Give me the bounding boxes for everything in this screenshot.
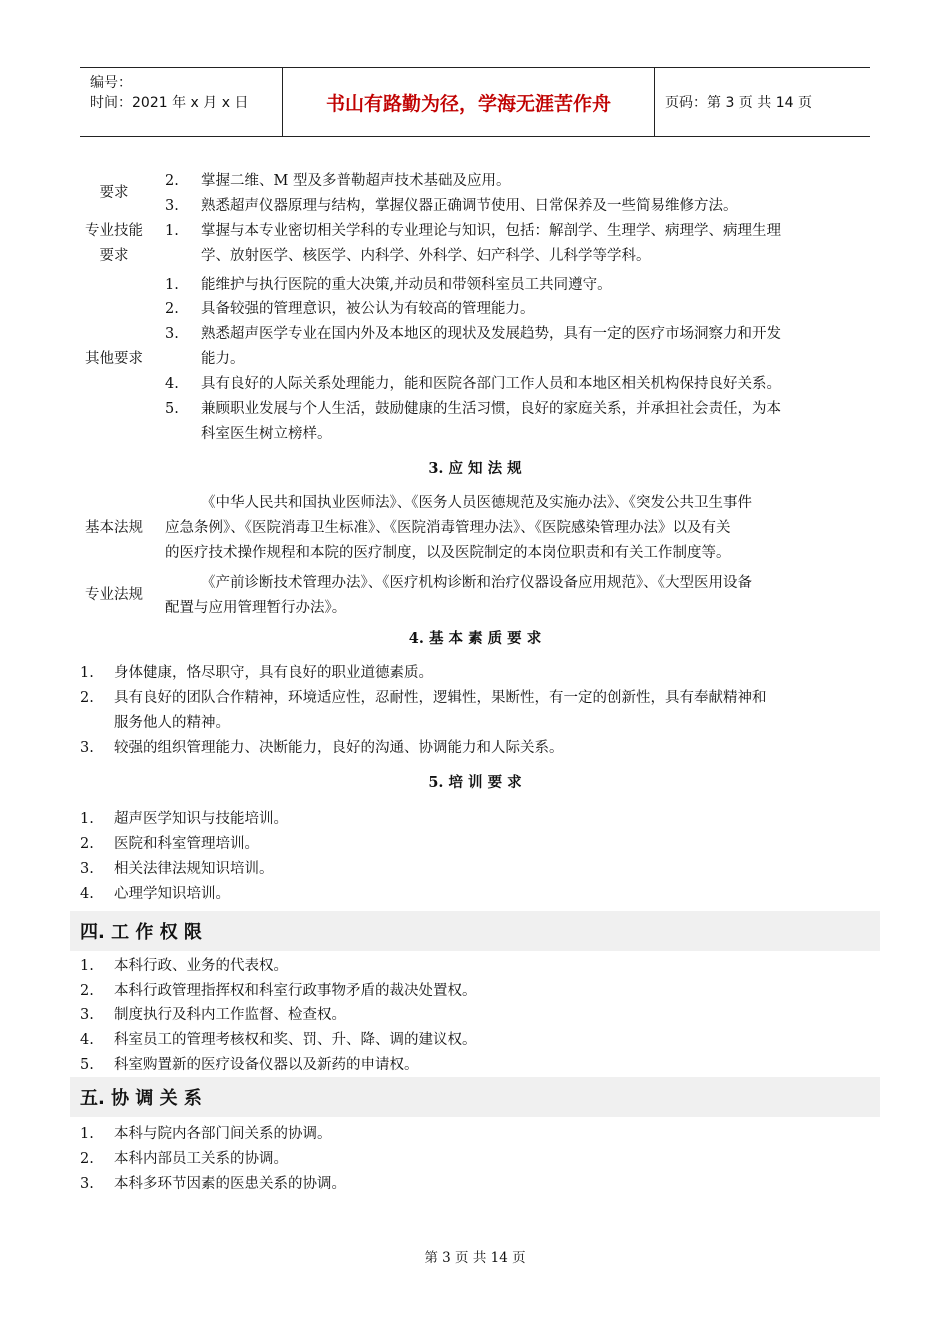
- list-number: 3.: [80, 1176, 94, 1192]
- list-item: 具有良好的团队合作精神，环境适应性，忍耐性，逻辑性，果断性，有一定的创新性，具有奉献精神和: [114, 690, 767, 706]
- list-item: 具备较强的管理意识，被公认为有较高的管理能力。: [201, 301, 535, 317]
- list-item: 能维护与执行医院的重大决策,并动员和带领科室员工共同遵守。: [201, 277, 612, 293]
- list-number: 2.: [80, 1151, 94, 1167]
- list-number: 3.: [165, 326, 179, 342]
- list-number: 1.: [80, 811, 94, 827]
- list-item: 超声医学知识与技能培训。: [114, 811, 288, 827]
- list-number: 3.: [80, 1007, 94, 1023]
- list-item: 科室购置新的医疗设备仪器以及新药的申请权。: [114, 1057, 419, 1073]
- list-number: 4.: [165, 376, 179, 392]
- paragraph-line: 《产前诊断技术管理办法》、《医疗机构诊断和治疗仪器设备应用规范》、《大型医用设备: [201, 575, 752, 591]
- list-item-cont: 能力。: [201, 351, 245, 367]
- page-header: [80, 67, 870, 137]
- section-title-quality: 4. 基 本 素 质 要 求: [408, 630, 542, 647]
- list-item: 制度执行及科内工作监督、检查权。: [114, 1007, 346, 1023]
- list-number: 1.: [80, 1126, 94, 1142]
- paragraph-line: 的医疗技术操作规程和本院的医疗制度，以及医院制定的本岗位职责和有关工作制度等。: [165, 545, 731, 561]
- list-number: 1.: [80, 958, 94, 974]
- label-basic-laws: 基本法规: [85, 520, 143, 536]
- list-item: 掌握二维、M 型及多普勒超声技术基础及应用。: [201, 173, 511, 189]
- list-item-cont: 服务他人的精神。: [114, 715, 230, 731]
- list-number: 3.: [80, 740, 94, 756]
- list-number: 1.: [80, 665, 94, 681]
- number-label: 编号：: [90, 75, 132, 91]
- list-number: 2.: [80, 690, 94, 706]
- list-number: 3.: [80, 861, 94, 877]
- label-other-requirements: 其他要求: [85, 351, 143, 367]
- list-number: 1.: [165, 223, 179, 239]
- list-number: 3.: [165, 198, 179, 214]
- list-item: 本科行政、业务的代表权。: [114, 958, 288, 974]
- list-item: 科室员工的管理考核权和奖、罚、升、降、调的建议权。: [114, 1032, 477, 1048]
- list-number: 2.: [165, 301, 179, 317]
- label-skill-line2: 要求: [99, 248, 129, 264]
- list-item: 具有良好的人际关系处理能力，能和医院各部门工作人员和本地区相关机构保持良好关系。: [201, 376, 781, 392]
- paragraph-line: 《中华人民共和国执业医师法》、《医务人员医德规范及实施办法》、《突发公共卫生事件: [201, 495, 752, 511]
- label-professional-laws: 专业法规: [85, 587, 143, 603]
- list-item: 本科内部员工关系的协调。: [114, 1151, 288, 1167]
- list-number: 1.: [165, 277, 179, 293]
- list-number: 5.: [165, 401, 179, 417]
- list-item: 掌握与本专业密切相关学科的专业理论与知识，包括：解剖学、生理学、病理学、病理生理: [201, 223, 781, 239]
- list-item: 熟悉超声仪器原理与结构，掌握仪器正确调节使用、日常保养及一些简易维修方法。: [201, 198, 738, 214]
- section-band-authority: [70, 911, 880, 951]
- list-number: 2.: [80, 836, 94, 852]
- page-footer: 第 3 页 共 14 页: [424, 1250, 526, 1266]
- list-number: 2.: [80, 983, 94, 999]
- list-item: 身体健康，恪尽职守，具有良好的职业道德素质。: [114, 665, 433, 681]
- list-number: 2.: [165, 173, 179, 189]
- list-item: 心理学知识培训。: [114, 886, 230, 902]
- time-label: 时间：2021 年 x 月 x 日: [90, 95, 249, 111]
- section-heading-authority: 四. 工 作 权 限: [80, 922, 202, 943]
- section-band-coordination: [70, 1077, 880, 1117]
- list-number: 4.: [80, 886, 94, 902]
- label-requirements: 要求: [99, 185, 129, 201]
- section-title-laws: 3. 应 知 法 规: [428, 460, 522, 477]
- list-item: 本科行政管理指挥权和科室行政事物矛盾的裁决处置权。: [114, 983, 477, 999]
- list-item-cont: 科室医生树立榜样。: [201, 426, 332, 442]
- header-motto: 书山有路勤为径，学海无涯苦作舟: [283, 68, 655, 136]
- list-item-cont: 学、放射医学、核医学、内科学、外科学、妇产科学、儿科学等学科。: [201, 248, 651, 264]
- list-item: 本科多环节因素的医患关系的协调。: [114, 1176, 346, 1192]
- paragraph-line: 应急条例》、《医院消毒卫生标准》、《医院消毒管理办法》、《医院感染管理办法》以及有关: [165, 520, 731, 536]
- list-item: 熟悉超声医学专业在国内外及本地区的现状及发展趋势，具有一定的医疗市场洞察力和开发: [201, 326, 781, 342]
- list-item: 兼顾职业发展与个人生活，鼓励健康的生活习惯，良好的家庭关系，并承担社会责任，为本: [201, 401, 781, 417]
- list-item: 医院和科室管理培训。: [114, 836, 259, 852]
- label-skill-line1: 专业技能: [85, 223, 143, 239]
- section-heading-coordination: 五. 协 调 关 系: [80, 1088, 202, 1109]
- list-number: 4.: [80, 1032, 94, 1048]
- paragraph-line: 配置与应用管理暂行办法》。: [165, 600, 347, 616]
- section-title-training: 5. 培 训 要 求: [428, 774, 522, 791]
- list-item: 本科与院内各部门间关系的协调。: [114, 1126, 332, 1142]
- list-item: 较强的组织管理能力、决断能力，良好的沟通、协调能力和人际关系。: [114, 740, 564, 756]
- list-number: 5.: [80, 1057, 94, 1073]
- header-page-info: 页码：第 3 页 共 14 页: [665, 95, 812, 111]
- list-item: 相关法律法规知识培训。: [114, 861, 274, 877]
- header-meta-cell: [80, 68, 283, 136]
